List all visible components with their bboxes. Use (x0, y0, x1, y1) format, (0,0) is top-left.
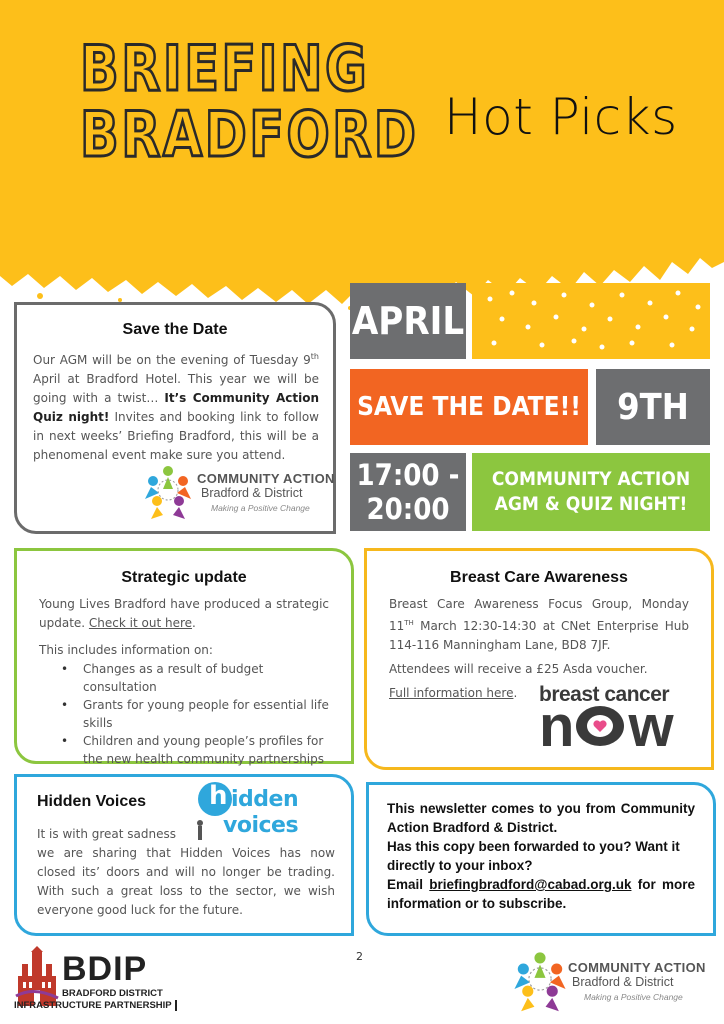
strategic-update-text: Young Lives Bradford have produced a strategic update. Check it out here. (39, 597, 329, 630)
logo-line1: COMMUNITY ACTION (197, 471, 335, 486)
bdip-logo (14, 944, 194, 1016)
check-it-out-link[interactable]: Check it out here (88, 616, 193, 630)
logo-word1: idden (231, 787, 299, 812)
community-action-figures-icon (141, 459, 195, 521)
strategic-update-heading: Strategic update (121, 569, 247, 586)
brand-line2: BRADFORD (80, 98, 419, 171)
tile-time (350, 453, 466, 531)
tile-april: APRIL (350, 283, 466, 359)
newsletter-line2: Has this copy been forwarded to you? Want it directly to your inbox? (387, 839, 680, 873)
breast-care-heading: Breast Care Awareness (450, 569, 628, 586)
city-hall-icon (14, 946, 60, 1008)
pink-heart-o-icon (573, 704, 627, 748)
community-action-footer-logo (510, 944, 720, 1016)
breast-care-link-line: Full information here. (389, 686, 518, 700)
list-item: • Changes as a result of budget consultation (61, 660, 331, 696)
tile-event (472, 453, 710, 531)
hidden-voices-logo (193, 779, 329, 843)
page-title: Hot Picks (444, 88, 678, 146)
hidden-voices-text-2: we are sharing that Hidden Voices has now closed its’ doors and will no longer be trading. With such a great loss to the sector, we wish everyone good luck for the future. (37, 846, 335, 917)
newsletter-info-box (366, 782, 716, 936)
tile-save-the-date: SAVE THE DATE!! (350, 369, 588, 445)
breast-care-box (364, 548, 714, 770)
brand-wordmark (80, 32, 419, 171)
logo-tagline: Making a Positive Change (211, 503, 310, 513)
breast-cancer-now-logo (539, 683, 705, 757)
hidden-voices-heading: Hidden Voices (37, 793, 147, 810)
save-the-date-heading: Save the Date (122, 321, 228, 338)
page-number: 2 (356, 950, 363, 963)
email-link[interactable]: briefingbradford@cabad.org.uk (429, 877, 632, 892)
community-action-figures-icon (510, 944, 570, 1014)
breast-care-voucher: Attendees will receive a £25 Asda voucher. (389, 662, 648, 676)
logo-line2: Bradford & District (201, 486, 303, 500)
strategic-bullet-list (61, 660, 351, 768)
event-line1: COMMUNITY ACTION (491, 468, 691, 490)
list-item: • Grants for young people for essential life skills (61, 696, 331, 732)
bdip-title: BDIP (62, 950, 148, 988)
list-item: • Children and young people’s profiles for the new health community partnerships (61, 732, 331, 768)
logo-h: h (209, 781, 228, 811)
event-line2: AGM & QUIZ NIGHT! (494, 493, 688, 515)
tile-dots (472, 283, 710, 359)
dots-pattern-icon (472, 283, 710, 359)
bdip-line1: BRADFORD DISTRICT (62, 988, 163, 999)
logo-word2: voices (223, 813, 299, 838)
tile-day: 9TH (596, 369, 710, 445)
logo-line1: COMMUNITY ACTION (568, 960, 706, 975)
save-the-date-box (14, 302, 336, 534)
logo-tagline: Making a Positive Change (584, 992, 683, 1002)
strategic-update-box (14, 548, 354, 764)
save-the-date-text: Our AGM will be on the evening of Tuesday 9th April at Bradford Hotel. This year we will be going with a twist… It’s Community Action Quiz night! Invites and booking link to follow in next weeks’ Briefing Bradford, this will be a phenomenal event make sure you attend. (33, 352, 319, 462)
bdip-line2: INFRASTRUCTURE PARTNERSHIP (14, 1000, 177, 1011)
logo-line1: breast cancer (539, 683, 670, 706)
brand-line1: BRIEFING (80, 32, 370, 105)
community-action-logo (141, 459, 341, 521)
full-information-link[interactable]: Full information here (389, 686, 514, 700)
time-line1: 17:00 - (356, 458, 460, 492)
newsletter-line1: This newsletter comes to you from Community Action Bradford & District. (387, 801, 695, 835)
breast-care-text: Breast Care Awareness Focus Group, Monday 11TH March 12:30-14:30 at CNet Enterprise Hub 114-116 Manningham Lane, BD8 7JF. (389, 597, 689, 652)
hidden-voices-text-1: It is with great sadness (37, 827, 176, 841)
logo-line2: n w (539, 694, 672, 759)
newsletter-line3: Email briefingbradford@cabad.org.uk for more information or to subscribe. (387, 877, 695, 911)
strategic-intro: This includes information on: (39, 643, 213, 657)
hidden-voices-box (14, 774, 354, 936)
logo-line2: Bradford & District (572, 975, 674, 989)
time-line2: 20:00 (366, 492, 450, 526)
